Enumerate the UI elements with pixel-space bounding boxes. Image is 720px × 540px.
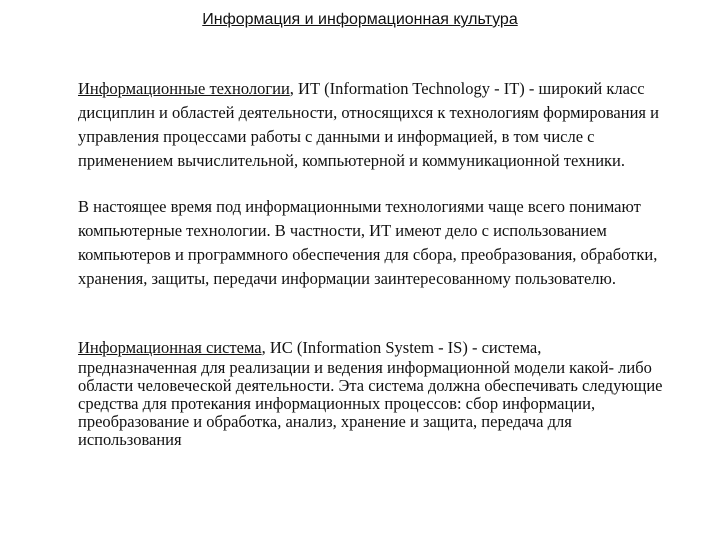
paragraph-it-usage: В настоящее время под информационными технологиями чаще всего понимают компьютерные технологии. В частности, ИТ имеют дело с использованием компьютеров и программного обеспечения для сбора, преобразования, обработки, хранения, защиты, передачи информации заинтересованному пользователю. <box>78 197 658 288</box>
it-definition-text: , ИТ (Information Technology - IT) - широкий класс дисциплин и областей деятельности, относящихся к технологиям формирования и управления процессами работы с данными и информацией, в том числе с применением вычислительной, компьютерной и коммуникационной техники. <box>78 79 659 170</box>
is-definition-first-line <box>78 339 678 357</box>
is-definition-text: предназначенная для реализации и ведения информационной модели какой- либо области человеческой деятельности. Эта система должна обеспечивать следующие средства для протекания информационных процессов: сбор информации, преобразование и обработка, анализ, хранение и защита, передача для использования <box>78 358 663 449</box>
is-definition-first-rest: , ИС (Information System - IS) - система, <box>261 338 542 357</box>
paragraph-it-definition <box>78 77 678 173</box>
paragraph-is-definition <box>78 339 678 449</box>
term-is: Информационная система <box>78 338 262 357</box>
slide-title: Информация и информационная культура <box>202 11 518 28</box>
term-it: Информационные технологии <box>78 79 290 98</box>
